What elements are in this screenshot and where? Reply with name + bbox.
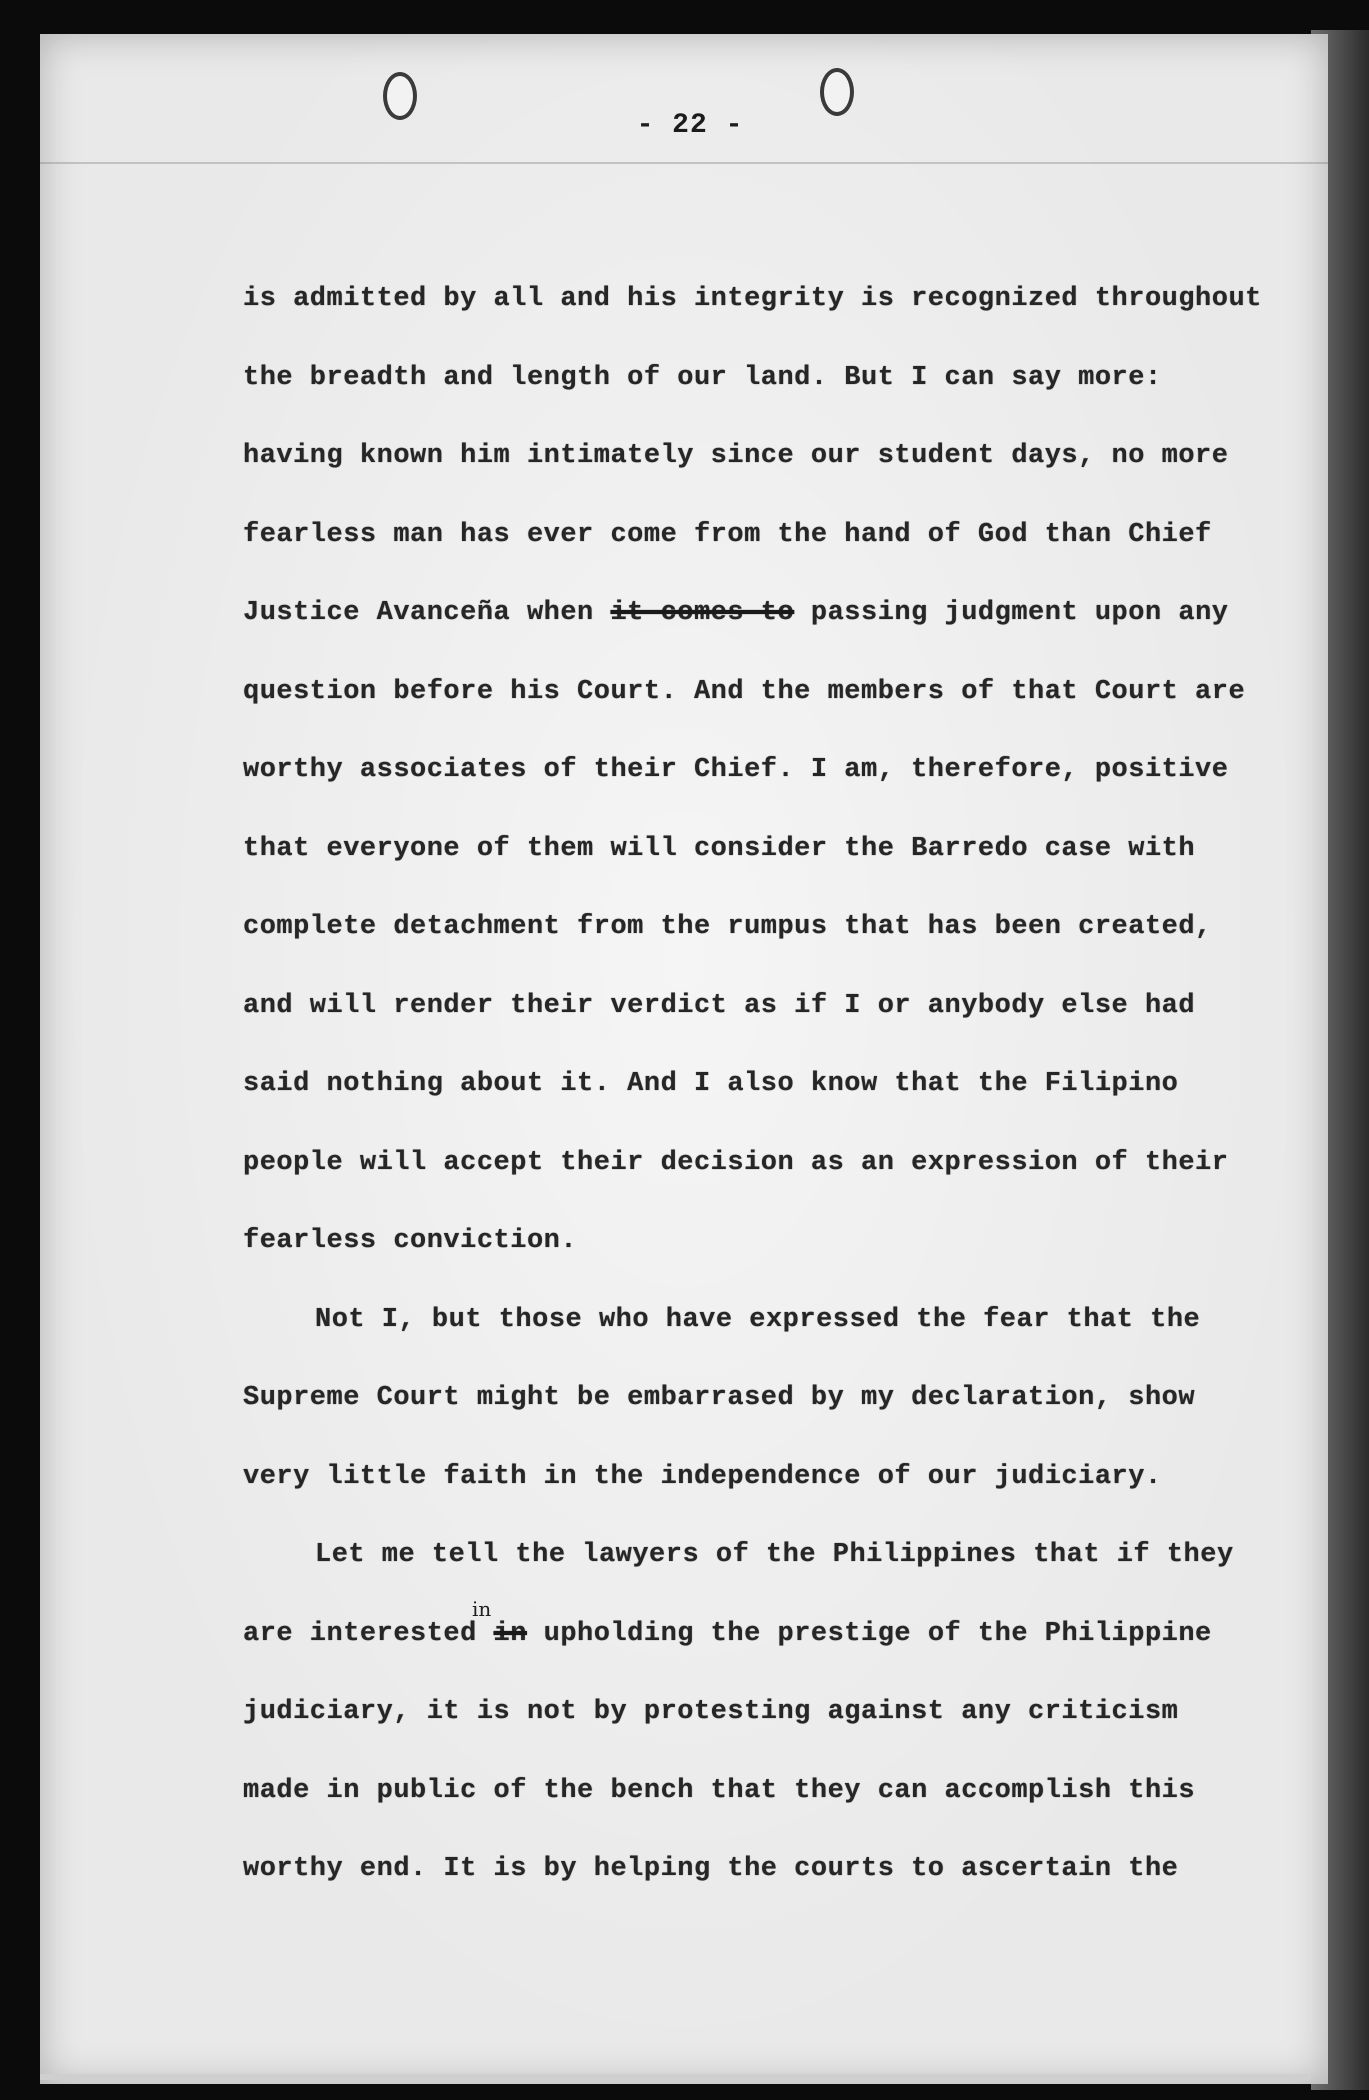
fold-line [40,162,1328,164]
text-line: people will accept their decision as an expression of their [243,1147,1229,1178]
struck-out-text: it comes to [610,598,795,628]
punch-hole-right [820,68,854,116]
page-number: - 22 - [636,110,744,141]
paper-bottom-edge [40,2074,1311,2080]
text-line: Not I, but those who have expressed the fear that the [315,1304,1201,1335]
text-line: Let me tell the lawyers of the Philippines that if they [315,1540,1234,1570]
text-line: very little faith in the independence of our judiciary. [243,1461,1162,1492]
text-line: worthy associates of their Chief. I am, therefore, positive [243,755,1229,785]
text-line: said nothing about it. And I also know that the Filipino [243,1069,1179,1099]
handwritten-insertion-mark: in [472,1597,492,1621]
text-line: the breadth and length of our land. But I can say more: [243,362,1162,393]
text-line: judiciary, it is not by protesting against any criticism [243,1697,1179,1727]
text-line [243,594,1228,632]
text-line: is admitted by all and his integrity is recognized throughout [243,284,1262,314]
text-line: fearless man has ever come from the hand of God than Chief [243,519,1212,550]
text-line: worthy end. It is by helping the courts to ascertain the [243,1854,1179,1884]
text-line: having known him intimately since our student days, no more [243,441,1229,471]
text-segment: passing judgment upon any [794,598,1229,628]
struck-out-text: in [493,1618,527,1649]
text-line: complete detachment from the rumpus that has been created, [243,912,1212,942]
text-line: question before his Court. And the members of that Court are [243,676,1246,707]
text-line: and will render their verdict as if I or anybody else had [243,990,1196,1021]
text-line: Supreme Court might be embarrased by my declaration, show [243,1383,1196,1413]
text-line [243,1615,1212,1653]
text-line: that everyone of them will consider the Barredo case with [243,833,1196,864]
text-line: made in public of the bench that they can accomplish this [243,1775,1196,1806]
punch-hole-left [383,72,417,120]
text-segment: are interested [243,1618,494,1649]
text-segment: upholding the prestige of the Philippine [526,1618,1212,1649]
text-line: fearless conviction. [243,1226,578,1256]
text-segment: Justice Avanceña when [243,598,611,628]
